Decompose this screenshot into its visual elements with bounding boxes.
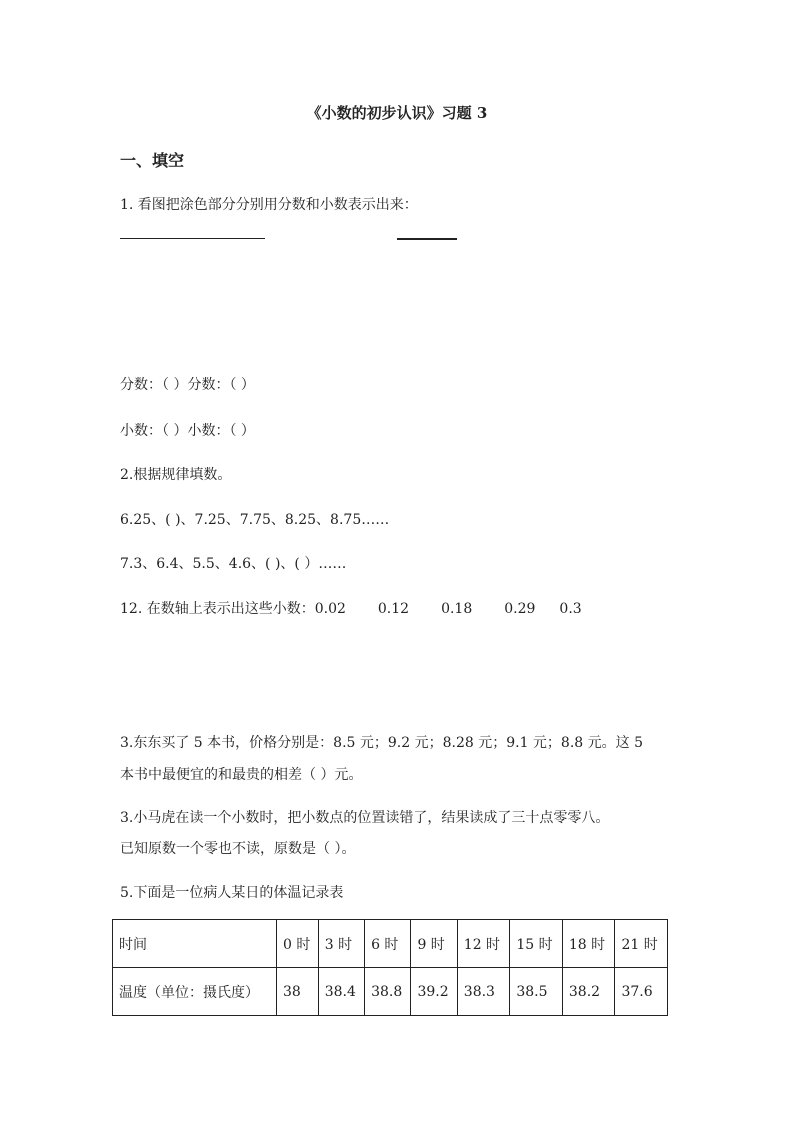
temperature-table [112,919,668,1016]
table-cell: 18 时 [562,920,615,968]
q5-prompt: 5.下面是一位病人某日的体温记录表 [120,885,344,901]
q12-value: 0.18 [441,601,473,617]
q12-prompt: 12. 在数轴上表示出这些小数： [120,601,315,617]
q12-line [120,598,582,618]
table-cell-header: 温度（单位：摄氏度） [113,968,277,1016]
table-cell: 38.5 [510,968,563,1016]
table-cell: 6 时 [365,920,411,968]
table-cell: 38.4 [318,968,364,1016]
q1-fraction-row: 分数：（ ）分数：（ ） [120,377,255,393]
q12-value: 0.29 [504,601,536,617]
table-row [113,968,668,1016]
q12-value: 0.12 [377,601,410,617]
page-title: 《小数的初步认识》习题 3 [306,104,488,122]
q3a-line-1: 3.东东买了 5 本书，价格分别是：8.5 元；9.2 元；8.28 元；9.1 元；8.8 元。这 5 [120,735,644,751]
table-cell: 9 时 [411,920,457,968]
section-heading: 一、填空 [120,151,185,170]
table-cell-header: 时间 [113,920,277,968]
table-cell: 39.2 [411,968,457,1016]
table-row [113,920,668,968]
q12-value: 0.02 [314,601,346,617]
q12-value: 0.3 [559,601,582,617]
q3a-line-2: 本书中最便宜的和最贵的相差（ ）元。 [120,767,363,783]
table-cell: 12 时 [457,920,510,968]
q1-decimal-row: 小数：（ ）小数：（ ） [120,423,255,439]
table-cell: 37.6 [615,968,668,1016]
table-cell: 38.3 [457,968,510,1016]
table-cell: 15 时 [510,920,563,968]
q3b-line-2: 已知原数一个零也不读，原数是（ ）。 [120,841,356,857]
figure-line-left [120,238,265,239]
q2-prompt: 2.根据规律填数。 [120,467,232,483]
q2-sequence-2: 7.3、6.4、5.5、4.6、( )、( ）…… [120,556,347,572]
table-cell: 38.8 [365,968,411,1016]
table-cell: 21 时 [615,920,668,968]
q3b-line-1: 3.小马虎在读一个小数时，把小数点的位置读错了，结果读成了三十点零零八。 [120,810,610,826]
table-cell: 38.2 [562,968,615,1016]
table-cell: 3 时 [318,920,364,968]
q2-sequence-1: 6.25、( )、7.25、7.75、8.25、8.75…… [120,512,390,528]
table-cell: 0 时 [277,920,319,968]
figure-line-right [397,238,457,240]
q1-prompt: 1. 看图把涂色部分分别用分数和小数表示出来： [120,197,418,213]
table-cell: 38 [277,968,319,1016]
